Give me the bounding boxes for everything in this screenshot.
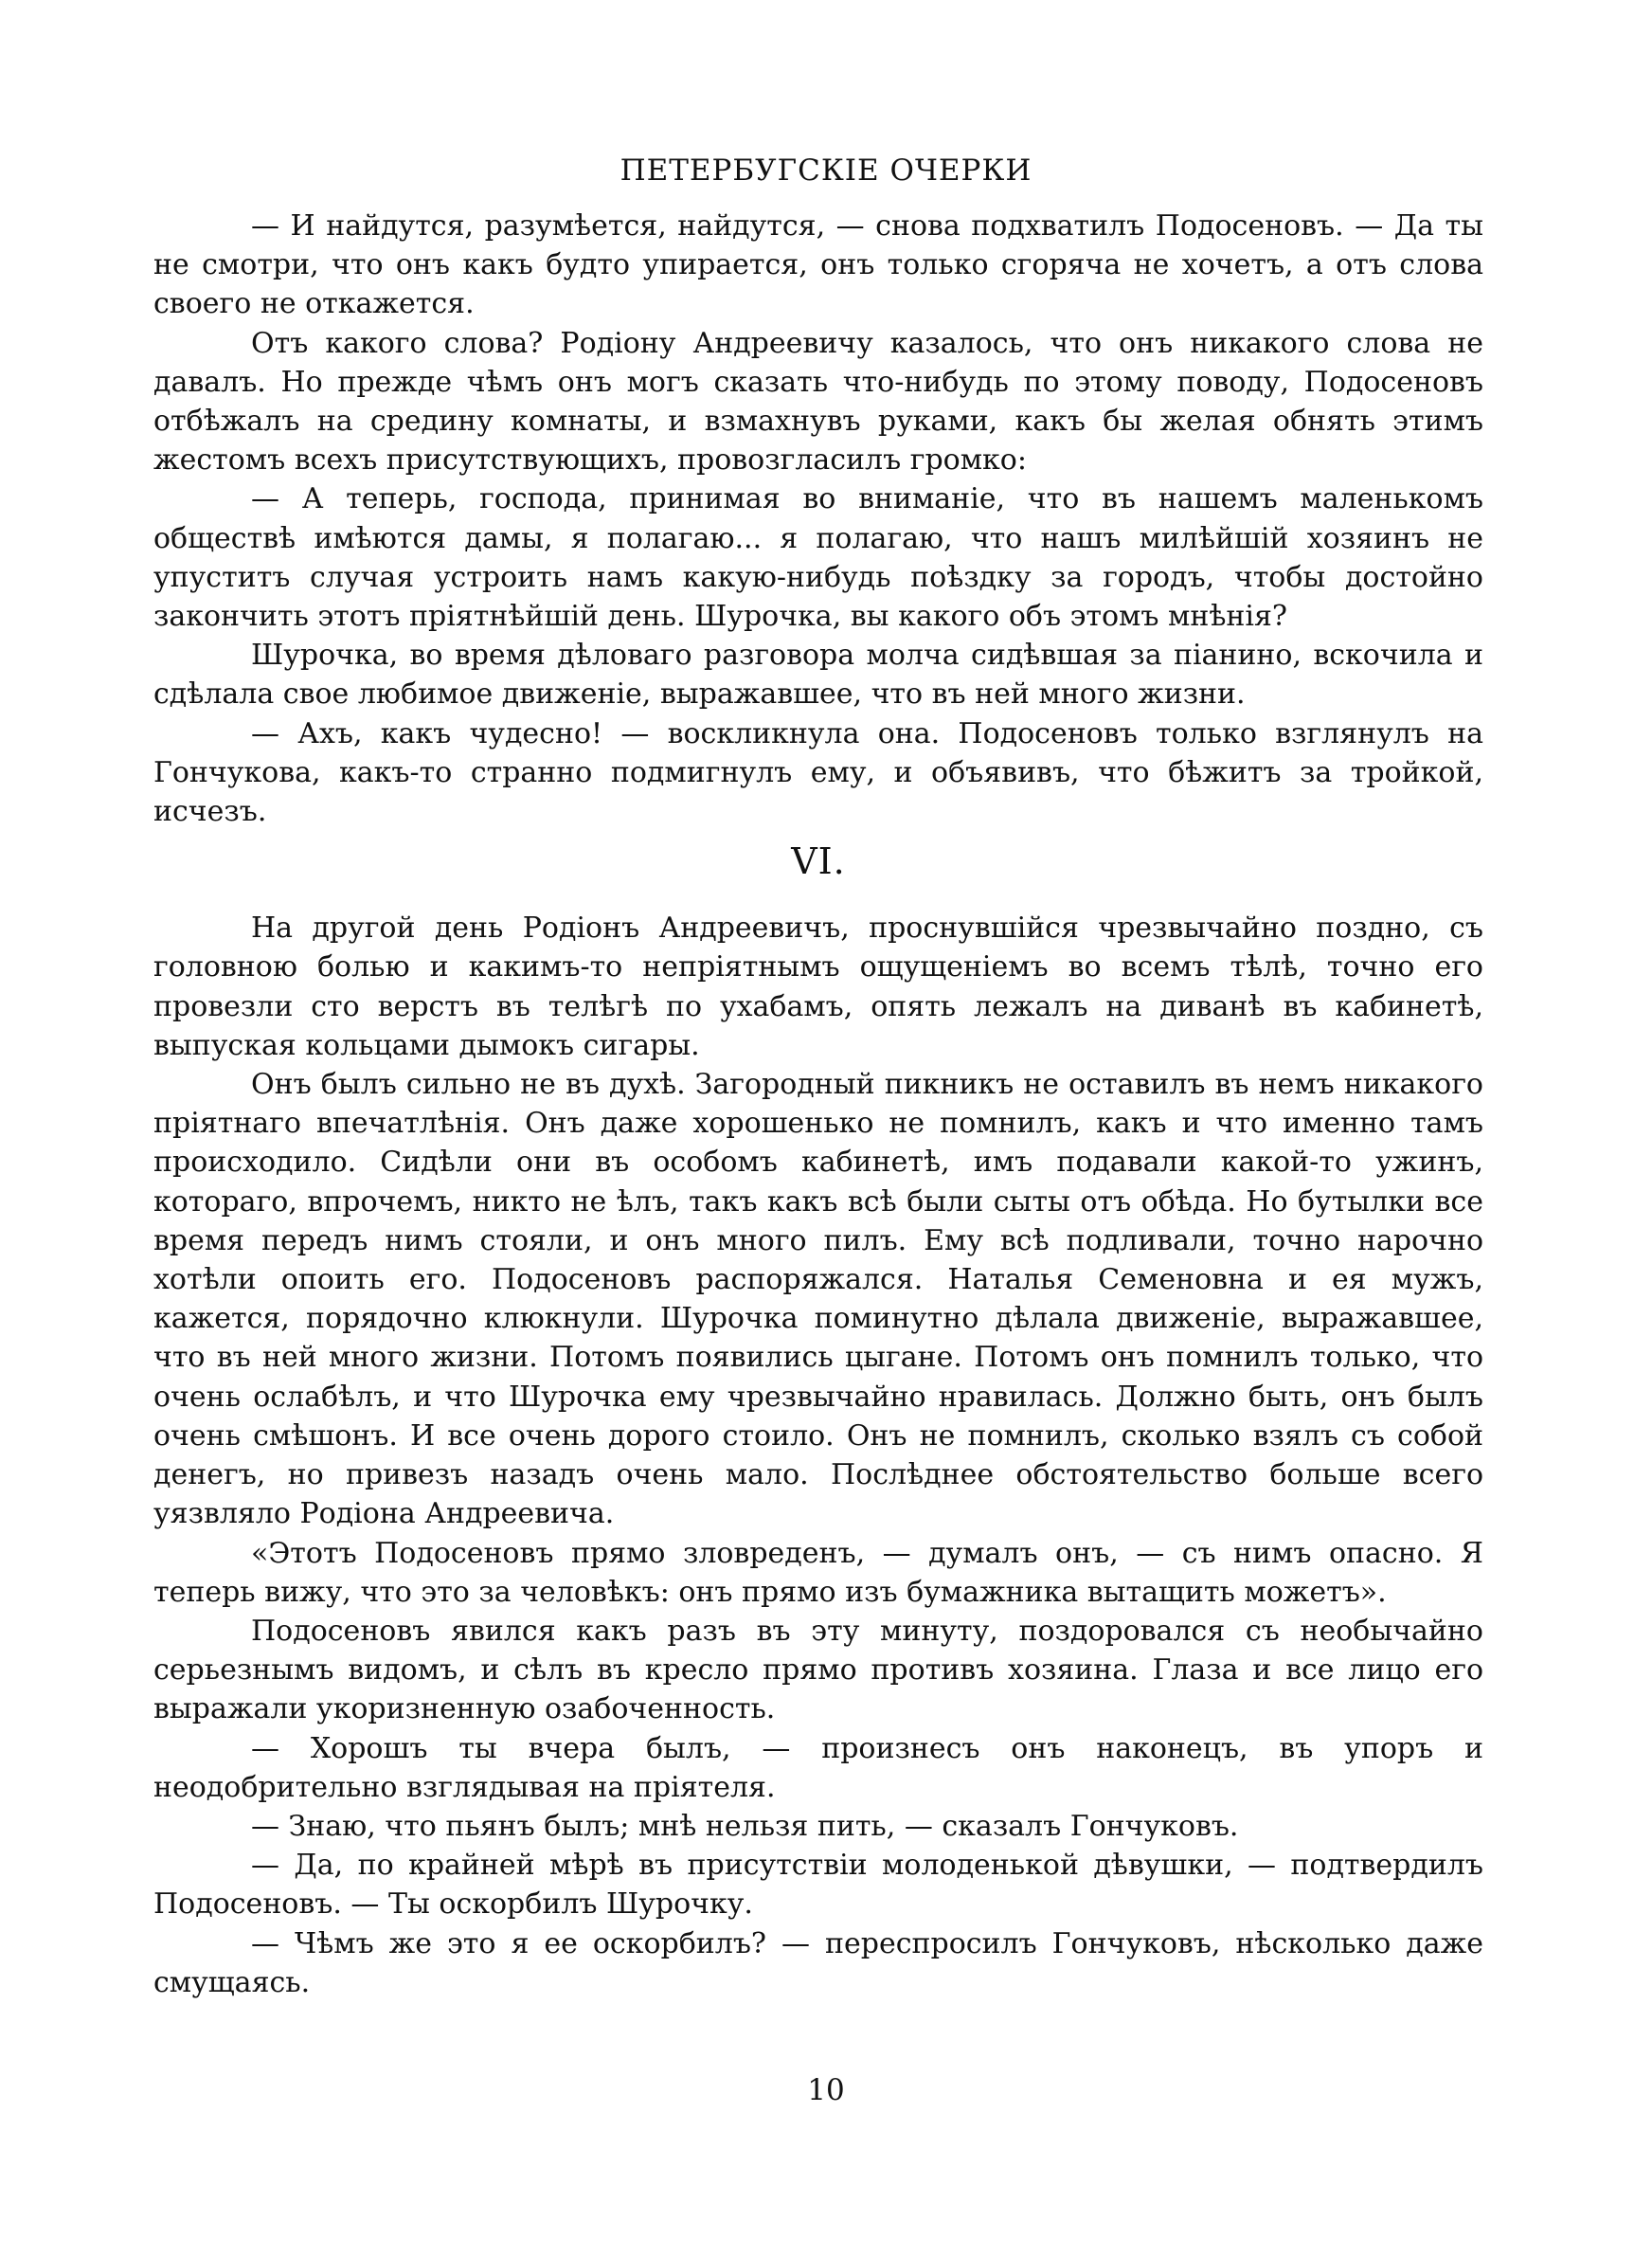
paragraph: — А теперь, господа, принимая во вниманіе, что въ нашемъ маленькомъ обществѣ имѣются дамы, я полагаю... я полагаю, что нашъ милѣйшій хозяинъ не упуститъ случая устроить намъ какую-нибудь поѣздку за городъ, чтобы достойно закончить этотъ пріятнѣйшій день. Шурочка, вы какого объ этомъ мнѣнія?: [153, 482, 1483, 634]
chapter-heading: VI.: [791, 840, 846, 883]
paragraph: «Этотъ Подосеновъ прямо зловреденъ, — думалъ онъ, — съ нимъ опасно. Я теперь вижу, что это за человѣкъ: онъ прямо изъ бумажника вытащить можетъ».: [153, 1536, 1483, 1609]
paragraph: На другой день Родіонъ Андреевичъ, проснувшійся чрезвычайно поздно, съ головною болью и какимъ-то непріятнымъ ощущеніемъ во всемъ тѣлѣ, точно его провезли сто верстъ въ телѣгѣ по ухабамъ, опять лежалъ на диванѣ въ кабинетѣ, выпуская кольцами дымокъ сигары.: [153, 912, 1483, 1062]
paragraph: — Знаю, что пьянъ былъ; мнѣ нельзя пить, — сказалъ Гончуковъ.: [251, 1809, 1239, 1843]
paragraph: — Чѣмъ же это я ее оскорбилъ? — переспросилъ Гончуковъ, нѣсколько даже смущаясь.: [153, 1926, 1483, 1999]
page-number: 10: [807, 2073, 845, 2107]
running-head: ПЕТЕРБУГСКІЕ ОЧЕРКИ: [620, 153, 1032, 188]
paragraph: Шурочка, во время дѣловаго разговора молча сидѣвшая за піанино, вскочила и сдѣлала свое любимое движеніе, выражавшее, что въ ней много жизни.: [153, 639, 1483, 712]
paragraph: — И найдутся, разумѣется, найдутся, — снова подхватилъ Подосеновъ. — Да ты не смотри, что онъ какъ будто упирается, онъ только сгоряча не хочетъ, а отъ слова своего не откажется.: [153, 209, 1483, 321]
paragraph: Онъ былъ сильно не въ духѣ. Загородный пикникъ не оставилъ въ немъ никакого пріятнаго впечатлѣнія. Онъ даже хорошенько не помнилъ, какъ и что именно тамъ происходило. Сидѣли они въ особомъ кабинетѣ, имъ подавали какой-то ужинъ, котораго, впрочемъ, никто не ѣлъ, такъ какъ всѣ были сыты отъ обѣда. Но бутылки все время передъ нимъ стояли, и онъ много пилъ. Ему всѣ подливали, точно нарочно хотѣли опоить его. Подосеновъ распоряжался. Наталья Семеновна и ея мужъ, кажется, порядочно клюкнули. Шурочка поминутно дѣлала движеніе, выражавшее, что въ ней много жизни. Потомъ появились цыгане. Потомъ онъ помнилъ только, что очень ослабѣлъ, и что Шурочка ему чрезвычайно нравилась. Должно быть, онъ былъ очень смѣшонъ. И все очень дорого стоило. Онъ не помнилъ, сколько взялъ съ собой денегъ, но привезъ назадъ очень мало. Послѣднее обстоятельство больше всего уязвляло Родіона Андреевича.: [153, 1068, 1483, 1531]
paragraph: Подосеновъ явился какъ разъ въ эту минуту, поздоровался съ необычайно серьезнымъ видомъ, и сѣлъ въ кресло прямо противъ хозяина. Глаза и все лицо его выражали укоризненную озабоченность.: [153, 1614, 1483, 1726]
paragraph: Отъ какого слова? Родіону Андреевичу казалось, что онъ никакого слова не давалъ. Но прежде чѣмъ онъ могъ сказать что-нибудь по этому поводу, Подосеновъ отбѣжалъ на средину комнаты, и взмахнувъ руками, какъ бы желая обнять этимъ жестомъ всехъ присутствующихъ, провозгласилъ громко:: [153, 326, 1483, 478]
paragraph: — Да, по крайней мѣрѣ въ присутствіи молоденькой дѣвушки, — подтвердилъ Подосеновъ. — Ты оскорбилъ Шурочку.: [153, 1849, 1483, 1922]
paragraph: — Ахъ, какъ чудесно! — воскликнула она. Подосеновъ только взглянулъ на Гончукова, какъ-то странно подмигнулъ ему, и объявивъ, что бѣжитъ за тройкой, исчезъ.: [153, 716, 1483, 829]
body-text: [153, 207, 1483, 2002]
paragraph: — Хорошъ ты вчера былъ, — произнесъ онъ наконецъ, въ упоръ и неодобрительно взглядывая на пріятеля.: [153, 1731, 1483, 1804]
